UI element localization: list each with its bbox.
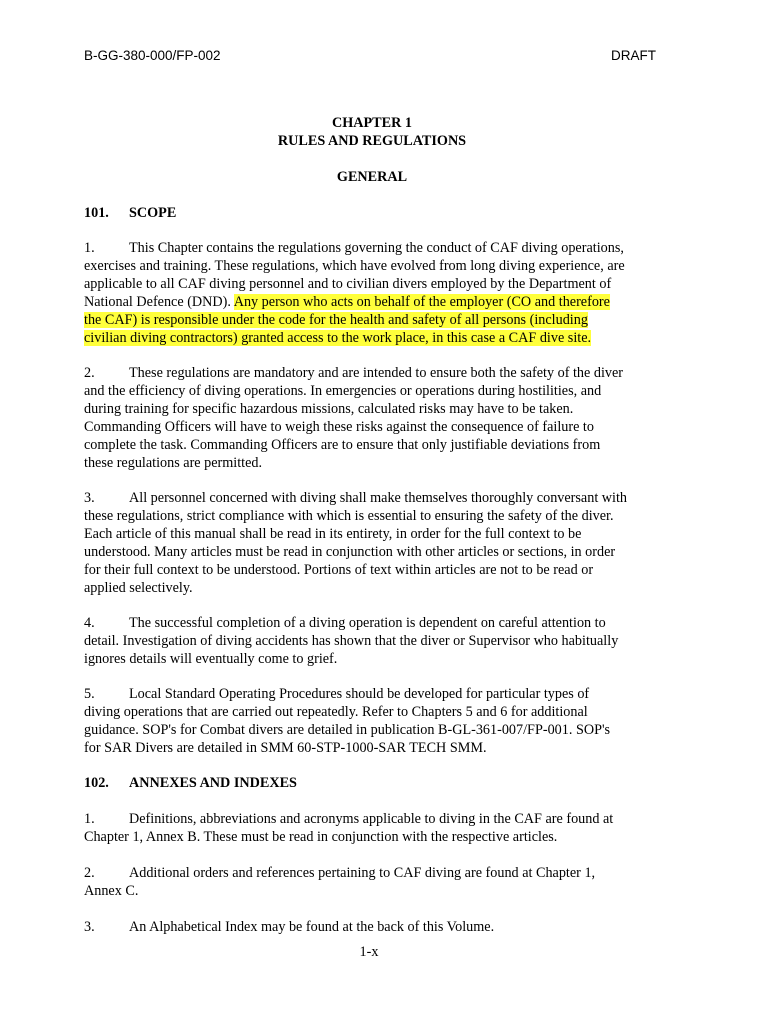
paragraph-text: detail. Investigation of diving accidents has shown that the diver or Supervisor who habitually [84,633,619,649]
article-number: 102. [84,775,109,791]
paragraph-text: Chapter 1, Annex B. These must be read in conjunction with the respective articles. [84,829,558,845]
paragraph-text: Annex C. [84,883,139,899]
paragraph-text: these regulations are permitted. [84,455,263,471]
paragraph-text: This Chapter contains the regulations governing the conduct of CAF diving operations, [129,240,624,256]
paragraph-102-2 [84,864,658,900]
page-header [84,47,656,65]
paragraph-text: All personnel concerned with diving shall make themselves thoroughly conversant with [129,490,628,506]
page-number: 1-x [359,944,379,960]
document-id: B-GG-380-000/FP-002 [84,48,221,63]
paragraph-number: 3. [84,919,95,935]
article-heading-102 [84,774,297,792]
paragraph-text: National Defence (DND). [84,294,234,310]
paragraph-text: applied selectively. [84,580,193,596]
highlighted-text: the CAF) is responsible under the code for the health and safety of all persons (including [84,312,588,328]
paragraph-text: Local Standard Operating Procedures should be developed for particular types of [129,686,590,702]
section-title: GENERAL [336,169,408,185]
paragraph-101-2 [84,364,658,472]
highlighted-text: Any person who acts on behalf of the employer (CO and therefore [233,294,610,310]
paragraph-text: These regulations are mandatory and are intended to ensure both the safety of the diver [129,365,624,381]
chapter-title: CHAPTER 1 [331,115,412,131]
paragraph-text: for SAR Divers are detailed in SMM 60-STP-1000-SAR TECH SMM. [84,740,487,756]
paragraph-text: ignores details will eventually come to grief. [84,651,338,667]
article-title: SCOPE [129,205,177,221]
paragraph-102-3 [84,918,658,936]
paragraph-text: Definitions, abbreviations and acronyms applicable to diving in the CAF are found at [129,811,614,827]
paragraph-text: complete the task. Commanding Officers are to ensure that only justifiable deviations from [84,437,601,453]
paragraph-text: during training for specific hazardous missions, calculated risks may have to be taken. [84,401,574,417]
paragraph-number: 4. [84,615,95,631]
paragraph-number: 2. [84,365,95,381]
article-title: ANNEXES AND INDEXES [129,775,297,791]
paragraph-number: 5. [84,686,95,702]
paragraph-text: and the efficiency of diving operations. In emergencies or operations during hostilities, and [84,383,602,399]
paragraph-text: Additional orders and references pertaining to CAF diving are found at Chapter 1, [129,865,596,881]
paragraph-101-1 [84,239,658,347]
paragraph-number: 3. [84,490,95,506]
paragraph-text: for their full context to be understood. Portions of text within articles are not to be read or [84,562,594,578]
paragraph-text: guidance. SOP's for Combat divers are detailed in publication B-GL-361-007/FP-001. SOP's [84,722,611,738]
paragraph-text: Commanding Officers will have to weigh these risks against the consequence of failure to [84,419,594,435]
paragraph-text: applicable to all CAF diving personnel and to civilian divers employed by the Department of [84,276,612,292]
paragraph-text: exercises and training. These regulations, which have evolved from long diving experience, are [84,258,625,274]
paragraph-number: 1. [84,811,95,827]
highlighted-text: civilian diving contractors) granted access to the work place, in this case a CAF dive site. [84,330,592,346]
paragraph-101-4 [84,614,658,668]
paragraph-text: Each article of this manual shall be read in its entirety, in order for the full context to be [84,526,582,542]
paragraph-number: 2. [84,865,95,881]
paragraph-102-1 [84,810,658,846]
draft-label: DRAFT [611,48,656,63]
chapter-subtitle: RULES AND REGULATIONS [277,133,467,149]
paragraph-101-3 [84,489,658,597]
article-number: 101. [84,205,109,221]
paragraph-text: The successful completion of a diving operation is dependent on careful attention to [129,615,606,631]
paragraph-101-5 [84,685,658,757]
paragraph-text: An Alphabetical Index may be found at the back of this Volume. [129,919,495,935]
article-heading-101 [84,204,176,222]
paragraph-text: these regulations, strict compliance with which is essential to ensuring the safety of the diver. [84,508,614,524]
paragraph-text: understood. Many articles must be read in conjunction with other articles or sections, in order [84,544,616,560]
paragraph-text: diving operations that are carried out repeatedly. Refer to Chapters 5 and 6 for additional [84,704,588,720]
paragraph-number: 1. [84,240,95,256]
